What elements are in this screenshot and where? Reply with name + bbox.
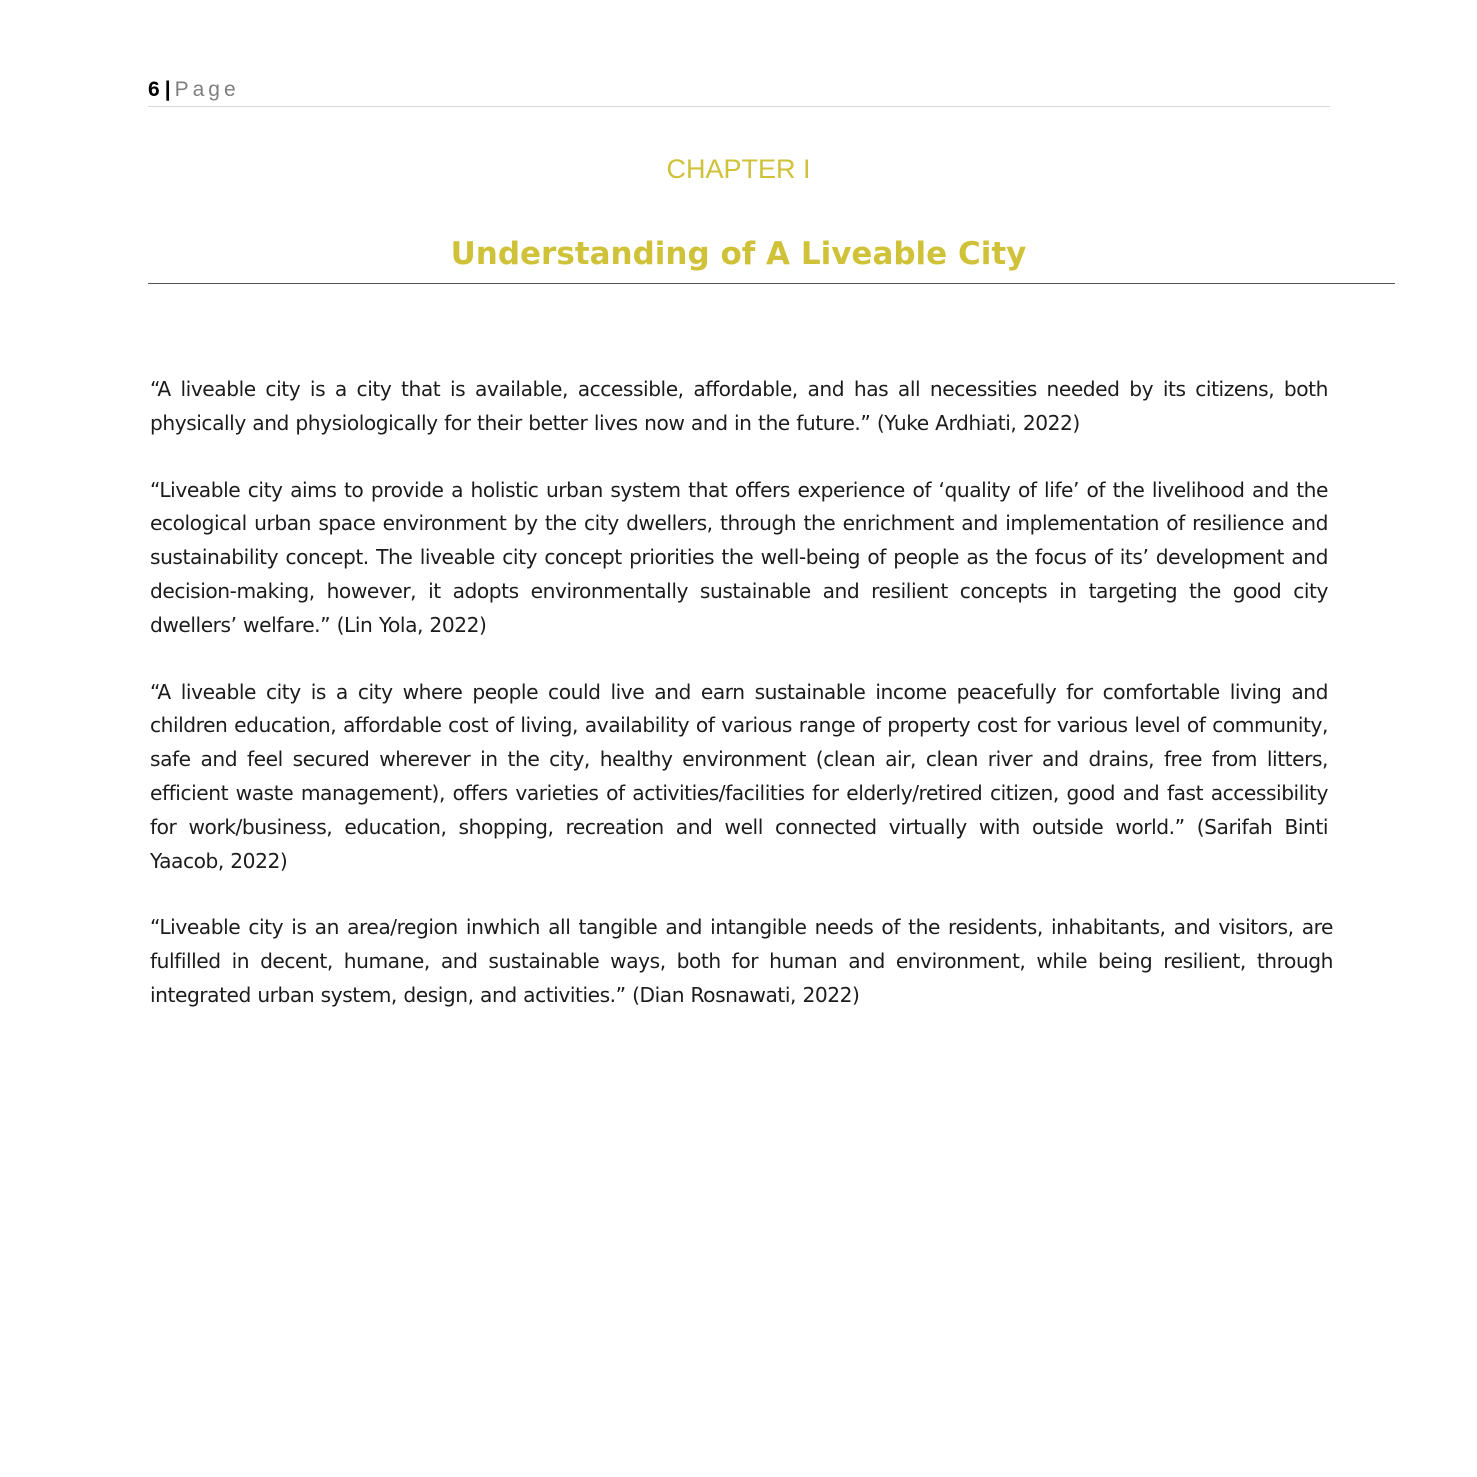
- document-body: [150, 373, 1333, 1046]
- page-separator: |: [164, 78, 171, 101]
- quote-paragraph: “Liveable city is an area/region inwhich all tangible and intangible needs of the residents, inhabitants, and visitors, are fulfilled in decent, humane, and sustainable ways, both for human and environment, while being resilient, through integrated urban system, design, and activities.” (Dian Rosnawati, 2022): [150, 915, 1333, 1007]
- quote-paragraph: “Liveable city aims to provide a holistic urban system that offers experience of ‘quality of life’ of the livelihood and the ecological urban space environment by the city dwellers, through the enrichment and implementation of resilience and sustainability concept. The liveable city concept priorities the well-being of people as the focus of its’ development and decision-making, however, it adopts environmentally sustainable and resilient concepts in targeting the good city dwellers’ welfare.” (Lin Yola, 2022): [150, 477, 1328, 637]
- page-label: Page: [174, 78, 240, 101]
- page-number: 6: [148, 78, 160, 101]
- page-header: [148, 74, 1330, 107]
- chapter-title: Understanding of A Liveable City: [450, 236, 1027, 272]
- quote-paragraph: “A liveable city is a city that is available, accessible, affordable, and has all necessities needed by its citizens, both physically and physiologically for their better lives now and in the future.” (Yuke Ardhiati, 2022): [150, 377, 1328, 435]
- chapter-label: CHAPTER I: [666, 154, 811, 184]
- title-divider: [148, 283, 1395, 284]
- quote-paragraph: “A liveable city is a city where people could live and earn sustainable income peacefully for comfortable living and children education, affordable cost of living, availability of various range of property cost for various level of community, safe and feel secured wherever in the city, healthy environment (clean air, clean river and drains, free from litters, efficient waste management), offers varieties of activities/facilities for elderly/retired citizen, good and fast accessibility for work/business, education, shopping, recreation and well connected virtually with outside world.” (Sarifah Binti Yaacob, 2022): [150, 679, 1328, 873]
